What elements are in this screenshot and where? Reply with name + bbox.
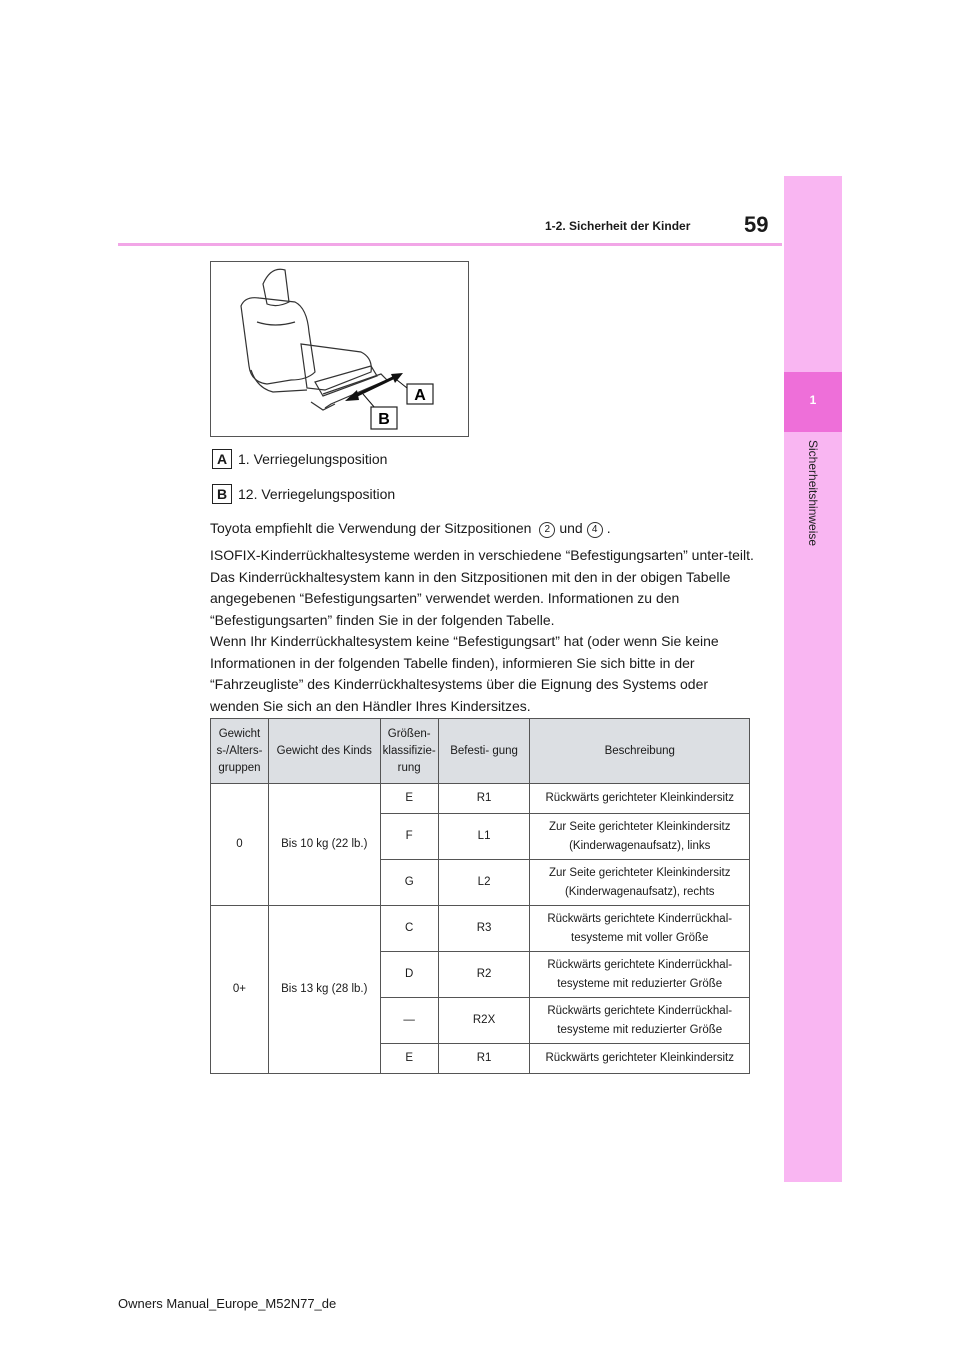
page-number: 59 <box>744 212 769 237</box>
fixture-cell: L2 <box>438 860 530 906</box>
header-group: Gewicht s-/Alters- gruppen <box>211 719 269 784</box>
header-weight: Gewicht des Kinds <box>268 719 380 784</box>
table-row <box>211 906 750 952</box>
fixture-cell: R1 <box>438 1044 530 1074</box>
side-tab <box>784 176 842 1182</box>
paragraph-2: Wenn Ihr Kinderrückhaltesystem keine “Befestigungsart” hat (oder wenn Sie keine Informationen in der folgenden Tabelle finden), informieren Sie sich bitte in der “Fahrzeugliste” des Kinderrückhaltesystems über die Eignung des Systems oder wenden Sie sich an den Händler Ihres Kindersitzes. <box>210 633 719 714</box>
body-paragraph <box>210 545 755 717</box>
description-cell: Zur Seite gerichteter Kleinkindersitz (Kinderwagenaufsatz), links <box>530 814 750 860</box>
legend-badge-a: A <box>212 449 232 469</box>
seat-figure <box>210 261 469 437</box>
footer-doc-id: Owners Manual_Europe_M52N77_de <box>118 1296 337 1311</box>
fixture-cell: L1 <box>438 814 530 860</box>
size-cell: F <box>380 814 438 860</box>
paragraph-1: ISOFIX-Kinderrückhaltesysteme werden in verschiedene “Befestigungsarten” unter-teilt. Das Kinderrückhaltesystem kann in den Sitzpositionen mit den in der obigen Tabelle angegebenen “Befestigungsarten” verwendet werden. Informationen zu den “Befestigungsarten” finden Sie in der folgenden Tabelle. <box>210 547 754 628</box>
size-cell: C <box>380 906 438 952</box>
weight-cell: Bis 10 kg (22 lb.) <box>268 784 380 906</box>
fixture-cell: R2 <box>438 952 530 998</box>
legend-text-a: 1. Verriegelungsposition <box>238 451 388 467</box>
header-description: Beschreibung <box>530 719 750 784</box>
description-cell: Rückwärts gerichteter Kleinkindersitz <box>530 1044 750 1074</box>
description-cell: Rückwärts gerichtete Kinderrückhal-tesysteme mit voller Größe <box>530 906 750 952</box>
description-cell: Rückwärts gerichtete Kinderrückhal-tesysteme mit reduzierter Größe <box>530 952 750 998</box>
legend-item-a <box>212 449 387 469</box>
seat-position-circle: 4 <box>587 522 603 538</box>
size-cell: G <box>380 860 438 906</box>
seat-illustration <box>211 262 468 436</box>
chapter-number: 1 <box>809 393 817 407</box>
size-cell: E <box>380 1044 438 1074</box>
header-fixture: Befesti- gung <box>438 719 530 784</box>
fixture-cell: R2X <box>438 998 530 1044</box>
fixture-cell: R3 <box>438 906 530 952</box>
size-cell: D <box>380 952 438 998</box>
description-cell: Rückwärts gerichtete Kinderrückhal-tesysteme mit reduzierter Größe <box>530 998 750 1044</box>
header-size: Größen- klassifizie- rung <box>380 719 438 784</box>
description-cell: Zur Seite gerichteter Kleinkindersitz (Kinderwagenaufsatz), rechts <box>530 860 750 906</box>
legend-text-b: 12. Verriegelungsposition <box>238 486 396 502</box>
fixture-cell: R1 <box>438 784 530 814</box>
group-cell: 0+ <box>211 906 269 1074</box>
description-cell: Rückwärts gerichteter Kleinkindersitz <box>530 784 750 814</box>
figure-label-b: B <box>378 411 390 428</box>
size-cell: — <box>380 998 438 1044</box>
weight-cell: Bis 13 kg (28 lb.) <box>268 906 380 1074</box>
table-header-row <box>211 719 750 784</box>
figure-label-a: A <box>414 387 426 404</box>
table-row <box>211 784 750 814</box>
legend-badge-b: B <box>212 484 232 504</box>
seat-position-circle: 2 <box>539 522 555 538</box>
legend-item-b <box>212 484 395 504</box>
isofix-table <box>210 718 750 1074</box>
chapter-title: Sicherheitshinweise <box>806 440 820 547</box>
section-title: 1-2. Sicherheit der Kinder <box>545 219 691 233</box>
group-cell: 0 <box>211 784 269 906</box>
recommendation-text: Toyota empfiehlt die Verwendung der Sitzpositionen 2 und 4 . <box>210 520 611 536</box>
size-cell: E <box>380 784 438 814</box>
header-rule <box>118 243 782 246</box>
